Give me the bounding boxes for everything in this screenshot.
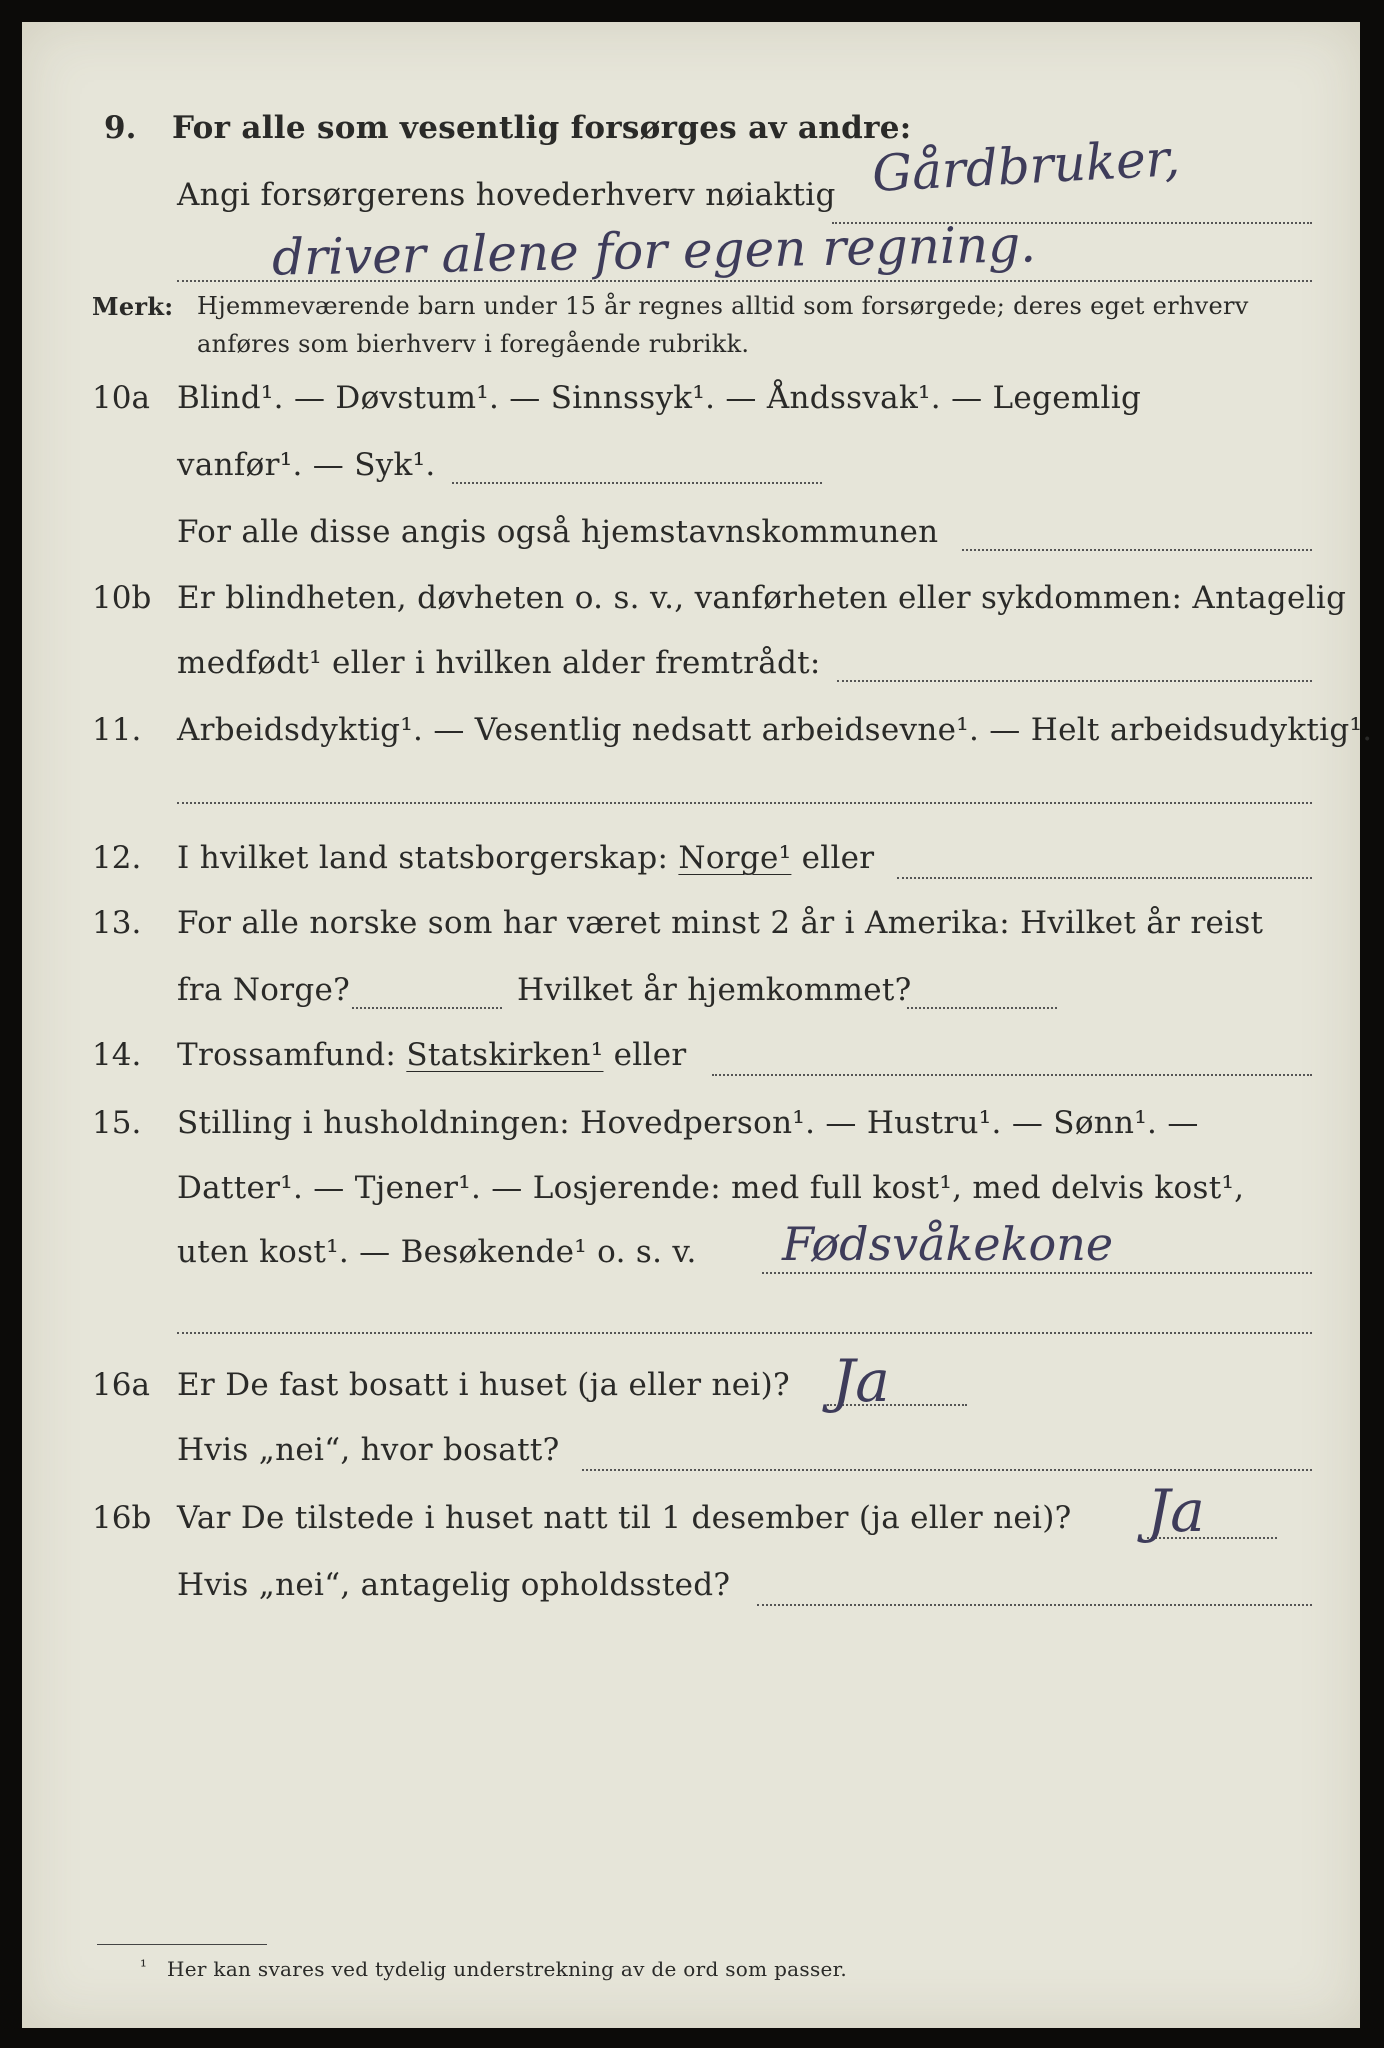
q15-line-3: uten kost¹. — Besøkende¹ o. s. v. (177, 1234, 697, 1270)
q11-answer-line (177, 802, 1312, 804)
footnote-mark: ¹ (140, 1957, 148, 1977)
q10b-line-1: Er blindheten, døvheten o. s. v., vanførheten eller sykdommen: Antagelig (177, 580, 1347, 616)
q15-answer-line-2 (177, 1332, 1312, 1334)
merk-line-2: anføres som bierhverv i foregående rubrikk. (197, 330, 750, 358)
q10a-line-2: vanfør¹. — Syk¹. (177, 447, 436, 483)
q13-departed-line (352, 1007, 502, 1009)
q10b-number: 10b (92, 580, 152, 616)
q14-prefix: Trossamfund: (177, 1037, 397, 1073)
q15-handwritten-position: Fødsvåkekone (782, 1217, 1114, 1271)
q10b-line-2: medfødt¹ eller i hvilken alder fremtrådt: (177, 645, 821, 681)
footnote-text: Her kan svares ved tydelig understrekning av de ord som passer. (167, 1957, 847, 1981)
q16a-number: 16a (92, 1367, 150, 1403)
q12-number: 12. (92, 840, 142, 876)
q9-instruction: Angi forsørgerens hovederhverv nøiaktig (177, 177, 836, 213)
q14-suffix: eller (613, 1037, 687, 1073)
q14-number: 14. (92, 1037, 142, 1073)
q14-question (177, 1037, 687, 1073)
q9-number: 9. (104, 110, 137, 146)
footnote-rule (97, 1944, 267, 1945)
q10a-municipality-line (962, 549, 1312, 551)
q13-line-2b: Hvilket år hjemkommet? (517, 972, 912, 1008)
q13-number: 13. (92, 905, 142, 941)
q9-handwritten-occupation: Gårdbruker, (870, 128, 1182, 204)
q16a-handwritten-answer: Ja (832, 1347, 890, 1415)
q16b-stay-line (757, 1604, 1312, 1606)
q16b-number: 16b (92, 1500, 152, 1536)
q14-underlined-statskirken: Statskirken¹ (406, 1037, 604, 1073)
q13-line-1: For alle norske som har været minst 2 år i Amerika: Hvilket år reist (177, 905, 1264, 941)
q15-line-1: Stilling i husholdningen: Hovedperson¹. — Hustru¹. — Sønn¹. — (177, 1105, 1199, 1141)
q15-line-2: Datter¹. — Tjener¹. — Losjerende: med full kost¹, med delvis kost¹, (177, 1170, 1245, 1206)
q16a-line-1: Er De fast bosatt i huset (ja eller nei)? (177, 1367, 790, 1403)
q11-number: 11. (92, 712, 142, 748)
q16b-line-1: Var De tilstede i huset natt til 1 desember (ja eller nei)? (177, 1500, 1072, 1536)
q9-handwritten-detail: driver alene for egen regning. (271, 215, 1037, 287)
q16a-line-2: Hvis „nei“, hvor bosatt? (177, 1432, 560, 1468)
q13-line-2a: fra Norge? (177, 972, 351, 1008)
q12-prefix: I hvilket land statsborgerskap: (177, 840, 669, 876)
q9-title: For alle som vesentlig forsørges av andre: (172, 110, 912, 146)
q11-line-1: Arbeidsdyktig¹. — Vesentlig nedsatt arbeidsevne¹. — Helt arbeidsudyktig¹. (177, 712, 1373, 748)
q12-underlined-norge: Norge¹ (678, 840, 792, 876)
q15-answer-line-1 (762, 1272, 1312, 1274)
q10b-age-line (837, 680, 1312, 682)
q16a-residence-line (582, 1469, 1312, 1471)
q16b-line-2: Hvis „nei“, antagelig opholdssted? (177, 1567, 731, 1603)
q10a-line-3: For alle disse angis også hjemstavnskommunen (177, 514, 939, 550)
q10a-sick-line (452, 482, 822, 484)
q14-answer-line (712, 1074, 1312, 1076)
merk-label: Merk: (92, 292, 174, 321)
census-form-page (22, 22, 1373, 2028)
q12-suffix: eller (801, 840, 875, 876)
q15-number: 15. (92, 1105, 142, 1141)
q16b-handwritten-answer: Ja (1147, 1477, 1205, 1545)
q10a-line-1: Blind¹. — Døvstum¹. — Sinnssyk¹. — Åndssvak¹. — Legemlig (177, 380, 1142, 416)
merk-line-1: Hjemmeværende barn under 15 år regnes alltid som forsørgede; deres eget erhverv (197, 292, 1249, 320)
q10a-number: 10a (92, 380, 150, 416)
q12-question (177, 840, 874, 876)
q12-answer-line (897, 877, 1312, 879)
q13-returned-line (907, 1007, 1057, 1009)
